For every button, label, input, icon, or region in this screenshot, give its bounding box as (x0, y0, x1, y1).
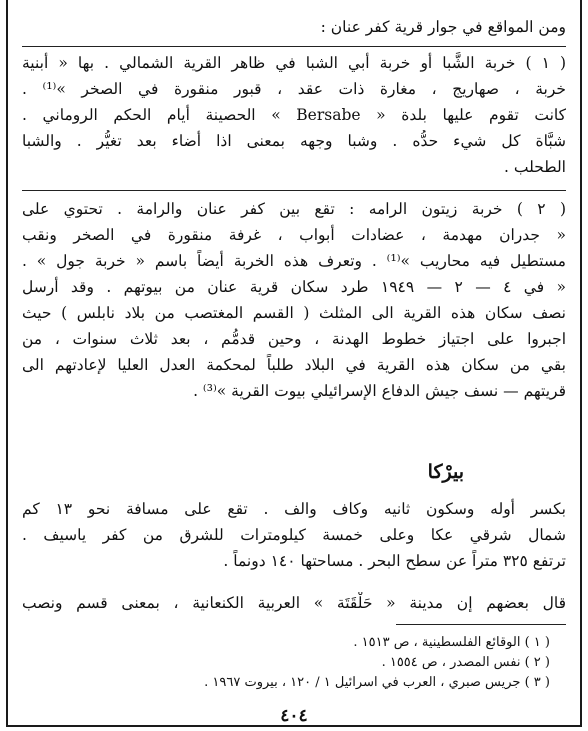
section1-line-3: كانت تقوم عليها بلدة « Bersabe » الحصينة أيام الحكم الروماني . (22, 106, 566, 124)
intro-line: ومن المواقع في جوار قرية كفر عنان : (320, 18, 566, 36)
book-page (22, 6, 566, 731)
section2-line-8: قريتهم — نسف جيش الدفاع الإسرائيلي بيوت القرية »⁽³⁾ . (193, 382, 566, 400)
footnote-separator (396, 624, 566, 625)
section1-line-5: الطحلب . (504, 158, 566, 176)
footnote-2: ( ٢ ) نفس المصدر ، ص ١٥٥٤ . (381, 655, 550, 670)
section2-line-4: « في ٤ — ٢ — ١٩٤٩ طرد سكان قرية عنان من بيوتهم . وقد أرسل (22, 278, 566, 296)
page-number: ٤٠٤ (280, 706, 308, 726)
section2-line-6: اجبروا على اجتياز خطوط الهدنة ، وحين قدمُّم ، بعد ثلاث سنوات ، من (22, 330, 566, 348)
section2-line-7: بقي من سكان هذه القرية في البلاد طلباً لمحكمة العدل العليا لإعادتهم الى (22, 356, 566, 374)
divider-middle (22, 190, 566, 191)
section3-line-2: شمال شرقي عكا وعلى خمسة كيلومترات للشرق من كفر ياسيف . (22, 526, 566, 544)
footnote-3: ( ٣ ) جريس صبري ، العرب في اسرائيل ١ / ١٢٠ ، بيروت ١٩٦٧ . (204, 675, 550, 690)
footnote-1: ( ١ ) الوقائع الفلسطينية ، ص ١٥١٣ . (353, 635, 550, 650)
section3-line-4: قال بعضهم إن مدينة « حَلْقَتَة » العربية الكنعانية ، بمعنى قسم ونصب (22, 594, 566, 612)
section1-line-4: شبَّاة كل شيء حدُّه . وشبا وجهه بمعنى اذا أضاء بعد تغيُّر . والشبا (22, 132, 566, 150)
section-heading: بيرْكا (427, 461, 464, 483)
divider-top (22, 46, 566, 47)
section3-line-3: ترتفع ٣٢٥ متراً عن سطح البحر . مساحتها ١٤٠ دونماً . (223, 552, 566, 570)
section2-line-1: ( ٢ ) خربة زيتون الرامه : تقع بين كفر عنان والرامة . تحتوي على (22, 200, 566, 218)
section2-line-5: نصف سكان هذه القرية الى المثلث ( القسم المغتصب من بلاد نابلس ) حيث (22, 304, 566, 322)
section2-line-2: « جدران مهدمة ، عضادات أبواب ، غرفة منقورة في الصخر ونقب (22, 226, 566, 244)
section2-line-3: مستطيل فيه محاريب »⁽¹⁾ . وتعرف هذه الخربة أيضاً باسم « خربة جول » . (22, 252, 566, 270)
section3-line-1: بكسر أوله وسكون ثانيه وكاف والف . تقع على مسافة نحو ١٣ كم (22, 500, 566, 518)
section1-line-2: خربة ، صهاريج ، مغارة ذات عقد ، قبور منقورة في الصخر »⁽¹⁾ . (22, 80, 566, 98)
section1-line-1: ( ١ ) خربة الشَّبا أو خربة أبي الشبا في ظاهر القرية الشمالي . بها « أبنية (22, 54, 566, 72)
